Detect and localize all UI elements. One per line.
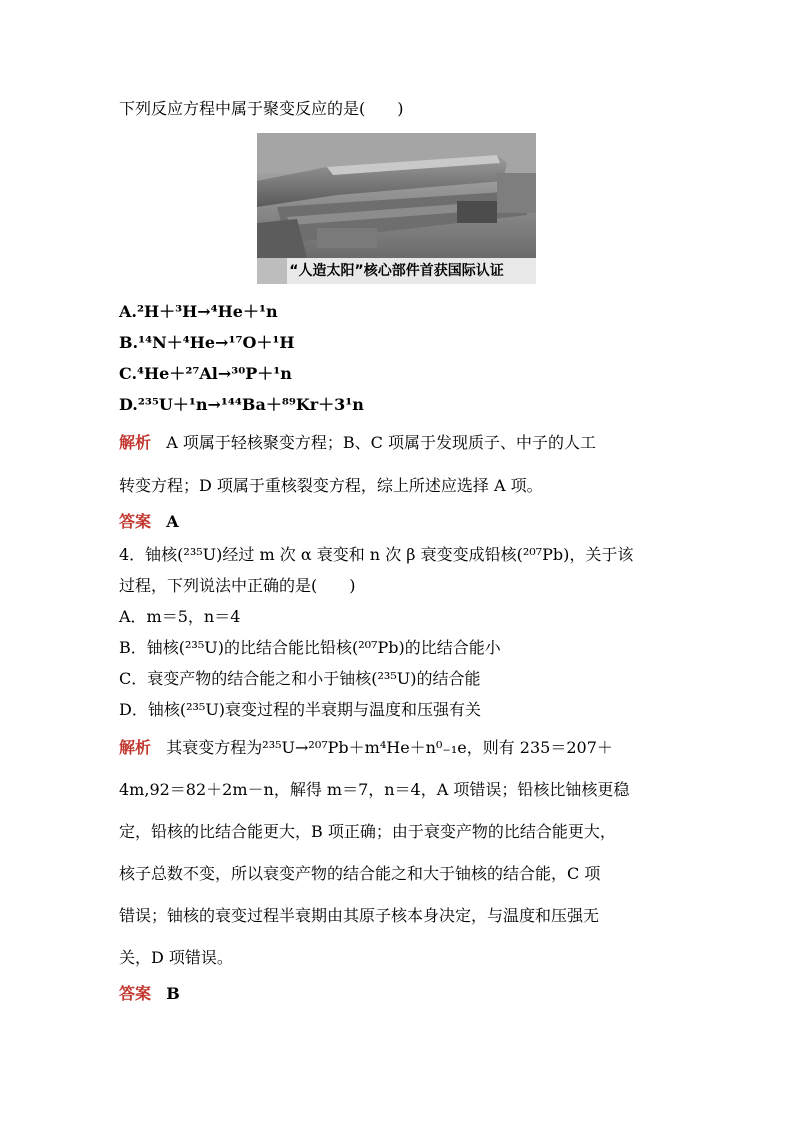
- analysis-label: 解析: [119, 433, 152, 452]
- question-3-analysis-line-2: 转变方程；D 项属于重核裂变方程，综上所述应选择 A 项。: [119, 476, 543, 495]
- caption-grey-block: [257, 258, 287, 284]
- question-4-stem-line-1: 4．铀核(²³⁵U)经过 m 次 α 衰变和 n 次 β 衰变变成铅核(²⁰⁷Pb)，关于该: [119, 545, 634, 564]
- question-3-answer: [119, 512, 179, 532]
- answer-label: 答案: [119, 512, 152, 531]
- question-4-answer: [119, 984, 180, 1004]
- question-3-option-a: A.²H＋³H→⁴He＋¹n: [119, 302, 278, 321]
- question-4-stem-line-2: 过程，下列说法中正确的是( ): [119, 576, 356, 595]
- question-3-option-c: C.⁴He＋²⁷Al→³⁰P＋¹n: [119, 364, 292, 383]
- question-3-option-d: D.²³⁵U＋¹n→¹⁴⁴Ba＋⁸⁹Kr＋3¹n: [119, 395, 364, 414]
- question-3-option-b: B.¹⁴N＋⁴He→¹⁷O＋¹H: [119, 333, 295, 352]
- photo-caption: “人造太阳”核心部件首获国际认证: [257, 258, 536, 284]
- question-3-stem: 下列反应方程中属于聚变反应的是( ): [119, 99, 404, 118]
- analysis-label: 解析: [119, 738, 152, 757]
- answer-label: 答案: [119, 984, 152, 1003]
- question-4-option-a: A．m＝5，n＝4: [119, 607, 241, 626]
- reactor-component-photo: [257, 133, 536, 284]
- question-4-analysis-line-1: 解析 其衰变方程为²³⁵U→²⁰⁷Pb＋m⁴He＋n⁰₋₁e，则有 235＝207＋: [119, 738, 613, 757]
- question-4-analysis-line-5: 错误；铀核的衰变过程半衰期由其原子核本身决定，与温度和压强无: [119, 906, 600, 925]
- question-4-option-c: C．衰变产物的结合能之和小于铀核(²³⁵U)的结合能: [119, 669, 481, 688]
- question-4-option-b: B．铀核(²³⁵U)的比结合能比铅核(²⁰⁷Pb)的比结合能小: [119, 638, 501, 657]
- question-4-analysis-line-4: 核子总数不变，所以衰变产物的结合能之和大于铀核的结合能，C 项: [119, 864, 601, 883]
- question-4-analysis-line-3: 定，铅核的比结合能更大，B 项正确；由于衰变产物的比结合能更大，: [119, 822, 616, 841]
- question-4-analysis-line-2: 4m,92＝82＋2m－n，解得 m＝7，n＝4，A 项错误；铅核比铀核更稳: [119, 780, 630, 799]
- answer-value: A: [166, 512, 179, 531]
- question-4-analysis-line-6: 关，D 项错误。: [119, 948, 233, 967]
- question-4-option-d: D．铀核(²³⁵U)衰变过程的半衰期与温度和压强有关: [119, 700, 482, 719]
- answer-value: B: [166, 984, 180, 1003]
- question-3-analysis-line-1: 解析 A 项属于轻核聚变方程；B、C 项属于发现质子、中子的人工: [119, 433, 597, 452]
- reactor-component-image: [257, 133, 536, 258]
